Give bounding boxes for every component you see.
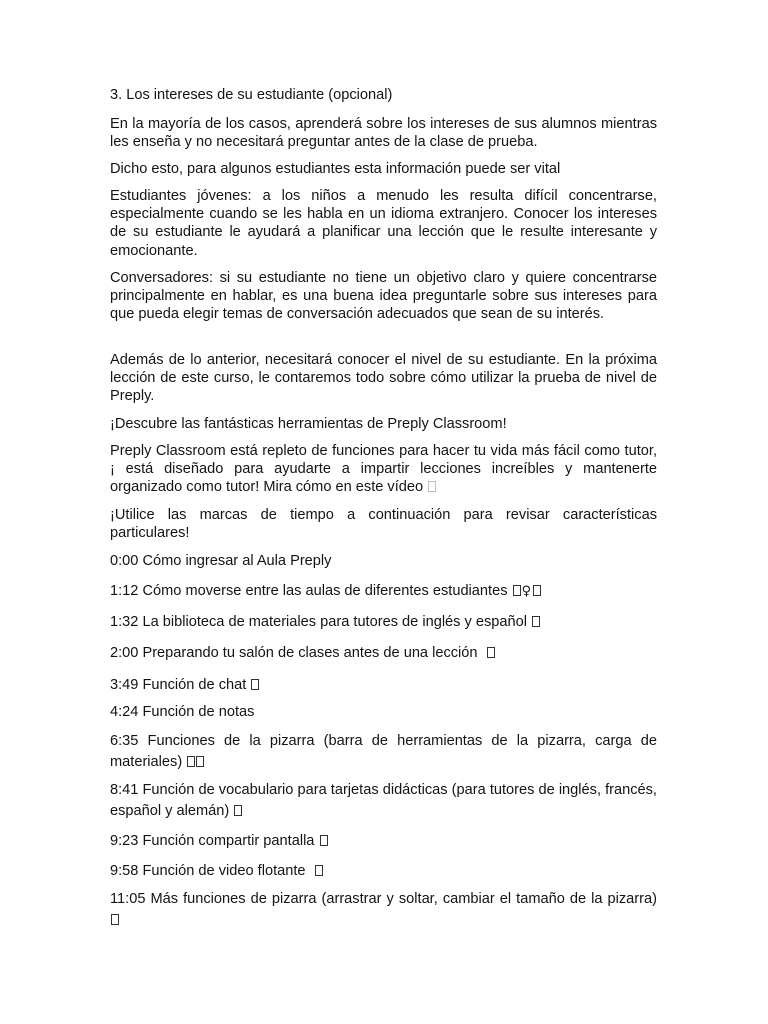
paragraph-level-test: Además de lo anterior, necesitará conocer el nivel de su estudiante. En la próxima lección de este curso, le contaremos todo sobre cómo utilizar la prueba de nivel de Preply. bbox=[110, 352, 657, 405]
classroom-desc-text: Preply Classroom está repleto de funciones para hacer tu vida más fácil como tutor, ¡ está diseñado para ayudarte a impartir lecciones increíbles y mantenerte organizado como tutor! Mira cómo en este vídeo bbox=[110, 443, 657, 496]
person-emoji-icon bbox=[513, 585, 521, 596]
paragraph-classroom-desc bbox=[110, 442, 657, 497]
timestamp-item bbox=[110, 551, 657, 572]
timestamp-item bbox=[110, 643, 657, 664]
timestamp-text: 9:58 Función de video flotante bbox=[110, 863, 306, 879]
timestamp-item bbox=[110, 612, 657, 633]
paragraph-classroom-title: ¡Descubre las fantásticas herramientas de Preply Classroom! bbox=[110, 416, 507, 432]
flashcard-emoji-icon bbox=[234, 805, 242, 816]
female-sign-icon: ♀ bbox=[521, 584, 532, 599]
timestamp-text: 1:32 La biblioteca de materiales para tutores de inglés y español bbox=[110, 614, 527, 630]
timestamp-item bbox=[110, 702, 657, 723]
timestamp-item bbox=[110, 780, 657, 822]
video-emoji-icon bbox=[428, 481, 436, 492]
paragraph-vital-info: Dicho esto, para algunos estudiantes esta información puede ser vital bbox=[110, 161, 561, 177]
video-camera-emoji-icon bbox=[315, 865, 323, 876]
timestamp-text: 11:05 Más funciones de pizarra (arrastrar y soltar, cambiar el tamaño de la pizarra) bbox=[110, 891, 657, 907]
books-emoji-icon bbox=[532, 616, 540, 627]
timestamp-text: 6:35 Funciones de la pizarra (barra de herramientas de la pizarra, carga de materiales) bbox=[110, 733, 657, 770]
paragraph-young-students: Estudiantes jóvenes: a los niños a menudo les resulta difícil concentrarse, especialmente cuando se les habla en un idioma extranjero. Conocer los intereses de su estudiante le ayudará a planificar una lección que le resulte interesante y emocionante. bbox=[110, 188, 657, 259]
timestamp-item bbox=[110, 675, 657, 696]
timestamp-item bbox=[110, 889, 657, 931]
paragraph-interests-intro: En la mayoría de los casos, aprenderá sobre los intereses de sus alumnos mientras les enseña y no necesitará preguntar antes de la clase de prueba. bbox=[110, 116, 657, 151]
timestamp-item bbox=[110, 831, 657, 852]
timestamp-item bbox=[110, 861, 657, 882]
paragraph-timestamps-intro: ¡Utilice las marcas de tiempo a continuación para revisar características particulares! bbox=[110, 507, 657, 542]
timestamp-text: 2:00 Preparando tu salón de clases antes de una lección bbox=[110, 645, 478, 661]
timestamp-text: 4:24 Función de notas bbox=[110, 704, 255, 720]
timestamp-item bbox=[110, 581, 657, 602]
resize-emoji-icon bbox=[111, 914, 119, 925]
chat-emoji-icon bbox=[251, 679, 259, 690]
upload-emoji-icon bbox=[196, 756, 204, 767]
paragraph-conversationalists: Conversadores: si su estudiante no tiene un objetivo claro y quiere concentrarse principalmente en hablar, es una buena idea preguntarle sobre sus intereses para que pueda elegir temas de conversación adecuados que sean de su interés. bbox=[110, 270, 657, 323]
timestamp-text: 9:23 Función compartir pantalla bbox=[110, 833, 315, 849]
timestamp-text: 8:41 Función de vocabulario para tarjetas didácticas (para tutores de inglés, francés, español y alemán) bbox=[110, 782, 657, 819]
classroom-emoji-icon bbox=[487, 647, 495, 658]
timestamp-item bbox=[110, 731, 657, 773]
screen-emoji-icon bbox=[320, 835, 328, 846]
whiteboard-emoji-icon bbox=[187, 756, 195, 767]
timestamp-text: 1:12 Cómo moverse entre las aulas de diferentes estudiantes bbox=[110, 583, 508, 599]
variation-emoji-icon bbox=[533, 585, 541, 596]
section-heading: 3. Los intereses de su estudiante (opcional) bbox=[110, 87, 393, 103]
timestamp-text: 3:49 Función de chat bbox=[110, 677, 247, 693]
timestamp-text: 0:00 Cómo ingresar al Aula Preply bbox=[110, 553, 332, 569]
